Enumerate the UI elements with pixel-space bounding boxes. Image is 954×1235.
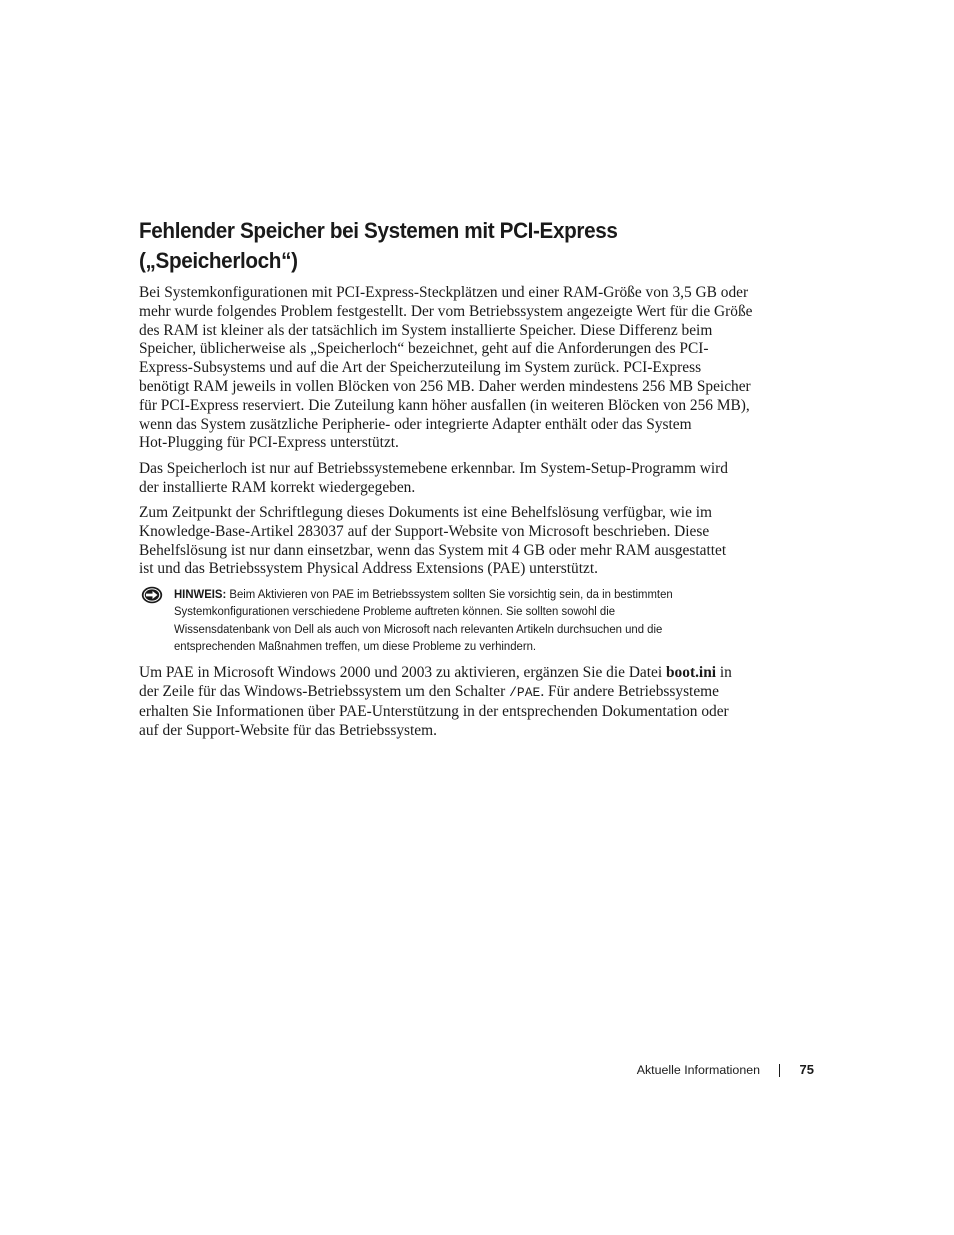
footer-separator <box>779 1064 780 1077</box>
notice-line <box>174 586 718 603</box>
text-segment: in <box>716 664 732 682</box>
text-line: Das Speicherloch ist nur auf Betriebssystemebene erkennbar. Im System-Setup-Programm wird <box>139 459 728 477</box>
notice-arrow-icon <box>141 586 163 604</box>
text-line: Zum Zeitpunkt der Schriftlegung dieses Dokuments ist eine Behelfslösung verfügbar, wie im <box>139 503 712 521</box>
text-line: Bei Systemkonfigurationen mit PCI-Express-Steckplätzen und einer RAM-Größe von 3,5 GB oder <box>139 284 749 301</box>
notice-box <box>139 586 759 656</box>
text-line: mehr wurde folgendes Problem festgestellt. Der vom Betriebssystem angezeigte Wert für die Größe <box>139 302 753 320</box>
notice-line: Wissensdatenbank von Dell als auch von Microsoft nach relevanten Artikeln durchsuchen und die <box>174 621 663 636</box>
page-number: 75 <box>799 1062 814 1077</box>
notice-label: HINWEIS: <box>174 586 227 601</box>
footer-section-title: Aktuelle Informationen <box>636 1063 760 1077</box>
notice-text: Beim Aktivieren von PAE im Betriebssystem sollten Sie vorsichtig sein, da in bestimmten <box>226 586 673 601</box>
text-line: des RAM ist kleiner als der tatsächlich im System installierte Speicher. Diese Differenz beim <box>139 321 713 339</box>
paragraph-4 <box>139 664 759 740</box>
text-line: Behelfslösung ist nur dann einsetzbar, wenn das System mit 4 GB oder mehr RAM ausgestattet <box>139 541 727 559</box>
text-line: Knowledge-Base-Artikel 283037 auf der Support-Website von Microsoft beschrieben. Diese <box>139 522 710 540</box>
section-heading <box>139 216 728 276</box>
text-line: der installierte RAM korrekt wiedergegeben. <box>139 478 416 496</box>
text-line: Hot-Plugging für PCI-Express unterstützt. <box>139 434 399 452</box>
switch-code: /PAE <box>509 685 541 701</box>
text-line: Express-Subsystems und auf die Art der Speicherzuteilung im System zurück. PCI-Express <box>139 359 702 377</box>
text-line <box>139 683 759 703</box>
paragraph-1 <box>139 284 759 453</box>
text-line: Speicher, üblicherweise als „Speicherloch“ bezeichnet, geht auf die Anforderungen des PCI- <box>139 340 709 358</box>
heading-line-1: Fehlender Speicher bei Systemen mit PCI-Express <box>139 218 618 243</box>
notice-line: entsprechenden Maßnahmen treffen, um diese Probleme zu verhindern. <box>174 638 537 653</box>
text-line: erhalten Sie Informationen über PAE-Unterstützung in der entsprechenden Dokumentation oder <box>139 702 729 720</box>
text-segment: der Zeile für das Windows-Betriebssystem um den Schalter <box>139 683 510 701</box>
text-line: wenn das System zusätzliche Peripherie- oder integrierte Adapter enthält oder das System <box>139 415 692 433</box>
text-line <box>139 664 759 683</box>
text-segment: Um PAE in Microsoft Windows 2000 und 2003 zu aktivieren, ergänzen Sie die Datei <box>139 664 666 682</box>
text-line: für PCI-Express reserviert. Die Zuteilung kann höher ausfallen (in weiteren Blöcken von 256 MB), <box>139 396 750 414</box>
heading-line-2: („Speicherloch“) <box>139 248 298 273</box>
notice-line: Systemkonfigurationen verschiedene Probleme auftreten können. Sie sollten sowohl die <box>174 604 616 619</box>
text-line: auf der Support-Website für das Betriebssystem. <box>139 721 437 739</box>
paragraph-2 <box>139 460 759 498</box>
paragraph-3 <box>139 504 759 579</box>
text-line: benötigt RAM jeweils in vollen Blöcken von 256 MB. Daher werden mindestens 256 MB Speicher <box>139 377 751 395</box>
text-line: ist und das Betriebssystem Physical Address Extensions (PAE) unterstützt. <box>139 560 598 578</box>
page-footer <box>600 1061 814 1081</box>
text-segment: . Für andere Betriebssysteme <box>540 683 719 701</box>
body-text <box>139 284 759 747</box>
file-name: boot.ini <box>666 664 717 682</box>
